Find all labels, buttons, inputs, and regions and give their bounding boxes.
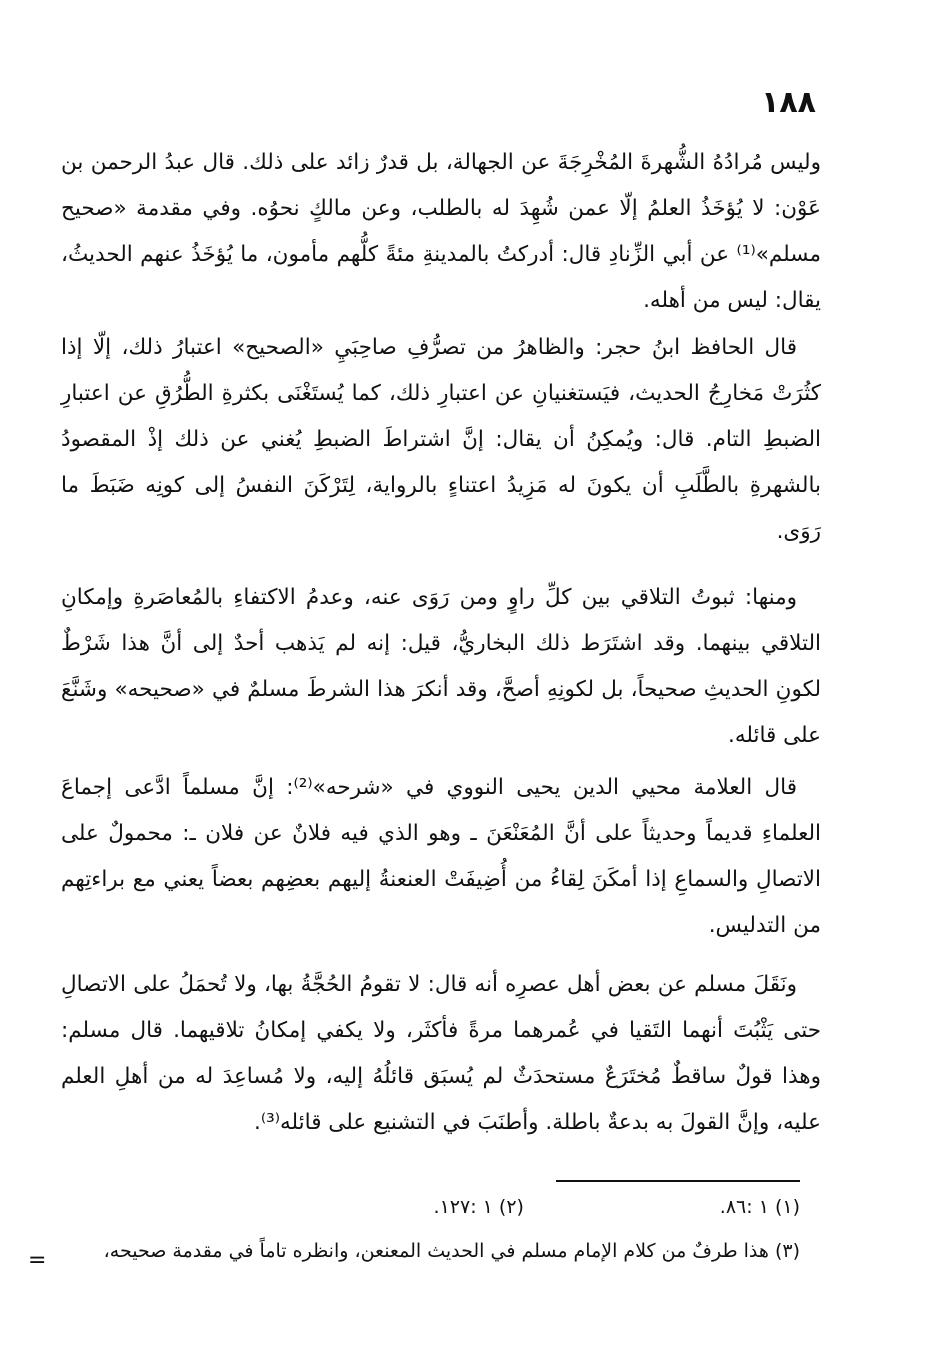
footnote-divider	[556, 1180, 800, 1182]
paragraph-5: ونَقَلَ مسلم عن بعض أهل عصرِه أنه قال: لا تقومُ الحُجَّةُ بها، ولا تُحمَلُ على الاتصالِ حتى يَثْبُتَ أنهما التَقيا في عُمرهما مرةً فأكثَر، ولا يكفي إمكانُ تلاقيهما. قال مسلم: وهذا قولٌ ساقطٌ مُختَرَعٌ مستحدَثٌ لم يُسبَق قائلُهُ إليه، ولا مُساعِدَ له من أهلِ العلم عليه، وإنَّ القولَ به بدعةٌ باطلة. وأطنَبَ في التشنيع على قائله⁽³⁾.	[61, 972, 821, 1135]
footnote-2: (٢) ١ :١٢٧.	[433, 1196, 524, 1218]
paragraph-1: وليس مُرادُهُ الشُّهرةَ المُخْرِجَةَ عن الجهالة، بل قدرٌ زائد على ذلك. قال عبدُ الرحمن بن عَوْن: لا يُؤخَذُ العلمُ إلّا عمن شُهِدَ له بالطلب، وعن مالكٍ نحوُه. وفي مقدمة «صحيح مسلم»⁽¹⁾ عن أبي الزِّنادِ قال: أدركتُ بالمدينةِ مئةً كلُّهم مأمون، ما يُؤخَذُ عنهم الحديثُ، يقال: ليس من أهله.	[61, 150, 821, 313]
paragraph-4: قال العلامة محيي الدين يحيى النووي في «شرحه»⁽²⁾: إنَّ مسلماً ادَّعى إجماعَ العلماءِ قديماً وحديثاً على أنَّ المُعَنْعَنَ ـ وهو الذي فيه فلانٌ عن فلان ـ: محمولٌ على الاتصالِ والسماعِ إذا أمكَنَ لِقاءُ من أُضِيفَتْ العنعنةُ إليهم بعضِهم بعضاً يعني مع براءتِهم من التدليس.	[61, 775, 821, 938]
continuation-mark: =	[28, 1248, 47, 1273]
page-number: ١٨٨	[761, 85, 816, 120]
footnote-3: (٣) هذا طرفٌ من كلام الإمام مسلم في الحديث المعنعن، وانظره تاماً في مقدمة صحيحه،	[103, 1240, 800, 1262]
paragraph-2: قال الحافظ ابنُ حجر: والظاهرُ من تصرُّفِ صاحِبَيِ «الصحيح» اعتبارُ ذلك، إلّا إذا كثُرَتْ مَخارِجُ الحديث، فيَستغنيانِ عن اعتبارِ ذلك، كما يُستَغْنَى بكثرةِ الطُّرُقِ عن اعتبارِ الضبطِ التام. قال: ويُمكِنُ أن يقال: إنَّ اشتراطَ الضبطِ يُغني عن ذلك إذْ المقصودُ بالشهرةِ بالطَّلَبِ أن يكونَ له مَزِيدُ اعتناءٍ بالرواية، لِتَرْكَنَ النفسُ إلى كونِه ضَبَطَ ما رَوَى.	[61, 335, 821, 544]
footnotes-row-2	[80, 1236, 800, 1266]
footnotes-row-1	[80, 1192, 800, 1222]
paragraph-3: ومنها: ثبوتُ التلاقي بين كلِّ راوٍ ومن رَوَى عنه، وعدمُ الاكتفاءِ بالمُعاصَرةِ وإمكانِ التلاقي بينهما. وقد اشتَرَط ذلك البخاريُّ، قيل: إنه لم يَذهب أحدٌ إلى أنَّ هذا شَرْطٌ لكونِ الحديثِ صحيحاً، بل لكونِهِ أصحَّ، وقد أنكرَ هذا الشرطَ مسلمٌ في «صحيحه» وشَنَّعَ على قائله.	[61, 585, 821, 748]
footnote-1: (١) ١ :٨٦.	[719, 1196, 800, 1218]
